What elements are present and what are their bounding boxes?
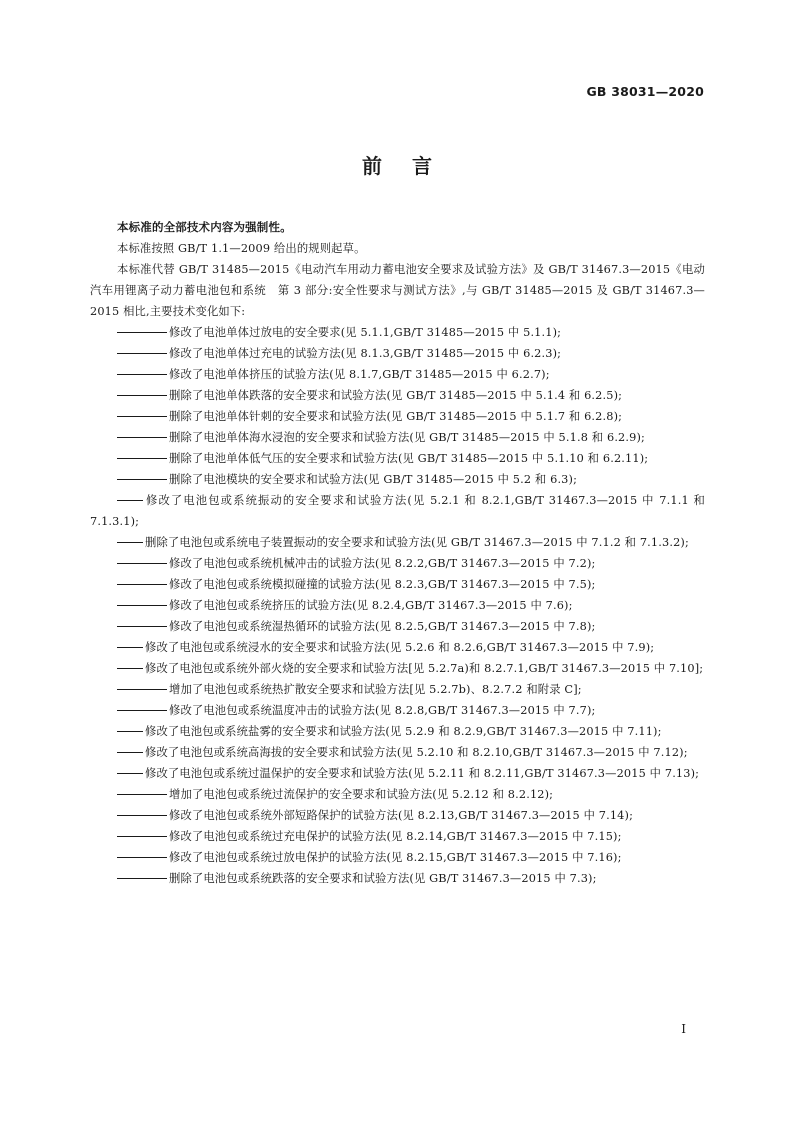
- list-item: 修改了电池包或系统盐雾的安全要求和试验方法(见 5.2.9 和 8.2.9,GB/T 31467.3—2015 中 7.11);: [90, 721, 705, 742]
- list-item: 修改了电池单体挤压的试验方法(见 8.1.7,GB/T 31485—2015 中 6.2.7);: [90, 364, 705, 385]
- em-dash: [90, 490, 145, 511]
- em-dash: [90, 406, 169, 427]
- em-dash: [90, 784, 169, 805]
- em-dash: [90, 742, 145, 763]
- em-dash: [90, 385, 169, 406]
- em-dash: [90, 343, 169, 364]
- drafting-rule-statement: 本标准按照 GB/T 1.1—2009 给出的规则起草。: [117, 242, 366, 255]
- list-item: 修改了电池包或系统湿热循环的试验方法(见 8.2.5,GB/T 31467.3—2015 中 7.8);: [90, 616, 705, 637]
- list-item: 修改了电池包或系统高海拔的安全要求和试验方法(见 5.2.10 和 8.2.10,GB/T 31467.3—2015 中 7.12);: [90, 742, 705, 763]
- list-item: 修改了电池包或系统过放电保护的试验方法(见 8.2.15,GB/T 31467.3—2015 中 7.16);: [90, 847, 705, 868]
- em-dash: [90, 637, 145, 658]
- list-item: 增加了电池包或系统热扩散安全要求和试验方法[见 5.2.7b)、8.2.7.2 和附录 C];: [90, 679, 705, 700]
- changes-list: [90, 322, 705, 889]
- em-dash: [90, 763, 145, 784]
- em-dash: [90, 595, 169, 616]
- em-dash: [90, 847, 169, 868]
- em-dash: [90, 658, 145, 679]
- list-item: 修改了电池包或系统过充电保护的试验方法(见 8.2.14,GB/T 31467.3—2015 中 7.15);: [90, 826, 705, 847]
- em-dash: [90, 364, 169, 385]
- mandatory-statement: 本标准的全部技术内容为强制性。: [117, 220, 292, 234]
- list-item: 修改了电池包或系统外部火烧的安全要求和试验方法[见 5.2.7a)和 8.2.7.1,GB/T 31467.3—2015 中 7.10];: [90, 658, 705, 679]
- standard-code: GB 38031—2020: [586, 84, 704, 99]
- list-item: 修改了电池包或系统温度冲击的试验方法(见 8.2.8,GB/T 31467.3—2015 中 7.7);: [90, 700, 705, 721]
- list-item: 删除了电池包或系统电子装置振动的安全要求和试验方法(见 GB/T 31467.3—2015 中 7.1.2 和 7.1.3.2);: [90, 532, 705, 553]
- list-item: 删除了电池单体跌落的安全要求和试验方法(见 GB/T 31485—2015 中 5.1.4 和 6.2.5);: [90, 385, 705, 406]
- em-dash: [90, 868, 169, 889]
- em-dash: [90, 826, 169, 847]
- page-number: I: [681, 1022, 686, 1036]
- em-dash: [90, 469, 169, 490]
- list-item: 删除了电池包或系统跌落的安全要求和试验方法(见 GB/T 31467.3—2015 中 7.3);: [90, 868, 705, 889]
- list-item: 删除了电池单体针刺的安全要求和试验方法(见 GB/T 31485—2015 中 5.1.7 和 6.2.8);: [90, 406, 705, 427]
- list-item: 删除了电池模块的安全要求和试验方法(见 GB/T 31485—2015 中 5.2 和 6.3);: [90, 469, 705, 490]
- list-item: 修改了电池包或系统振动的安全要求和试验方法(见 5.2.1 和 8.2.1,GB/T 31467.3—2015 中 7.1.1 和 7.1.3.1);: [90, 490, 705, 532]
- em-dash: [90, 322, 169, 343]
- list-item: 修改了电池包或系统机械冲击的试验方法(见 8.2.2,GB/T 31467.3—2015 中 7.2);: [90, 553, 705, 574]
- list-item: 修改了电池包或系统模拟碰撞的试验方法(见 8.2.3,GB/T 31467.3—2015 中 7.5);: [90, 574, 705, 595]
- list-item: 修改了电池包或系统过温保护的安全要求和试验方法(见 5.2.11 和 8.2.11,GB/T 31467.3—2015 中 7.13);: [90, 763, 705, 784]
- em-dash: [90, 616, 169, 637]
- page-title: 前言: [362, 154, 462, 178]
- foreword-body: [90, 217, 705, 889]
- em-dash: [90, 532, 145, 553]
- list-item: 删除了电池单体低气压的安全要求和试验方法(见 GB/T 31485—2015 中 5.1.10 和 6.2.11);: [90, 448, 705, 469]
- em-dash: [90, 679, 169, 700]
- em-dash: [90, 700, 169, 721]
- em-dash: [90, 574, 169, 595]
- list-item: 增加了电池包或系统过流保护的安全要求和试验方法(见 5.2.12 和 8.2.12);: [90, 784, 705, 805]
- list-item: 修改了电池单体过放电的安全要求(见 5.1.1,GB/T 31485—2015 中 5.1.1);: [90, 322, 705, 343]
- em-dash: [90, 805, 169, 826]
- list-item: 修改了电池包或系统外部短路保护的试验方法(见 8.2.13,GB/T 31467.3—2015 中 7.14);: [90, 805, 705, 826]
- list-item: 修改了电池包或系统浸水的安全要求和试验方法(见 5.2.6 和 8.2.6,GB/T 31467.3—2015 中 7.9);: [90, 637, 705, 658]
- em-dash: [90, 721, 145, 742]
- list-item: 修改了电池单体过充电的试验方法(见 8.1.3,GB/T 31485—2015 中 6.2.3);: [90, 343, 705, 364]
- em-dash: [90, 448, 169, 469]
- em-dash: [90, 553, 169, 574]
- list-item: 删除了电池单体海水浸泡的安全要求和试验方法(见 GB/T 31485—2015 中 5.1.8 和 6.2.9);: [90, 427, 705, 448]
- list-item: 修改了电池包或系统挤压的试验方法(见 8.2.4,GB/T 31467.3—2015 中 7.6);: [90, 595, 705, 616]
- em-dash: [90, 427, 169, 448]
- replacement-statement: 本标准代替 GB/T 31485—2015《电动汽车用动力蓄电池安全要求及试验方法》及 GB/T 31467.3—2015《电动汽车用锂离子动力蓄电池包和系统 第 3 部分:安全性要求与测试方法》,与 GB/T 31485—2015 及 GB/T 31467.3—2015 相比,主要技术变化如下:: [90, 263, 705, 318]
